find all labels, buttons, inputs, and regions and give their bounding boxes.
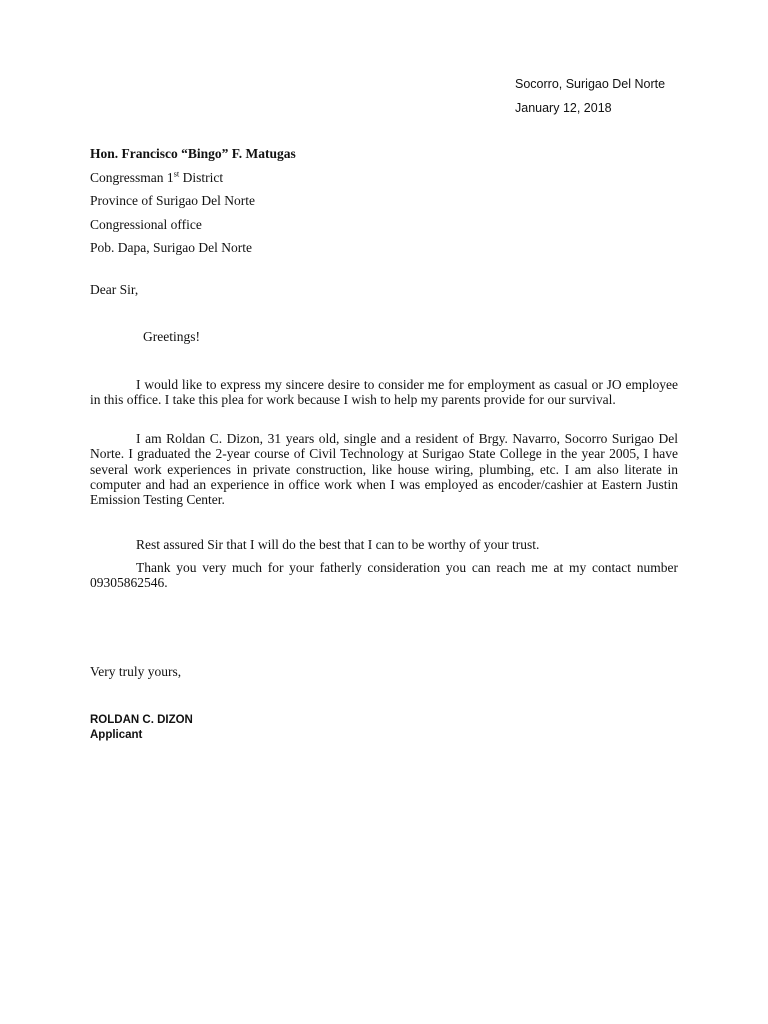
addressee-office: Congressional office — [90, 216, 202, 232]
addressee-title-ordinal: st — [173, 168, 180, 178]
signature-block — [90, 713, 193, 743]
salutation: Dear Sir, — [90, 282, 139, 297]
addressee-address: Pob. Dapa, Surigao Del Norte — [90, 240, 252, 255]
place-date-block — [515, 72, 665, 120]
addressee-province: Province of Surigao Del Norte — [90, 193, 255, 208]
closing: Very truly yours, — [90, 664, 182, 679]
greeting: Greetings! — [143, 329, 200, 344]
letter-place: Socorro, Surigao Del Norte — [515, 77, 666, 91]
body-paragraph-3: Rest assured Sir that I will do the best that I can to be worthy of your trust. — [136, 537, 540, 552]
addressee-title-prefix: Congressman 1 — [90, 169, 174, 185]
body-paragraph-1: I would like to express my sincere desire to consider me for employment as casual or JO employee in this office. I take this plea for work because I wish to help my parents provide for our survival. — [90, 377, 678, 408]
addressee-block — [90, 142, 296, 260]
body-paragraph-4: Thank you very much for your fatherly consideration you can reach me at my contact number 09305862546. — [90, 560, 678, 591]
signature-name: ROLDAN C. DIZON — [90, 714, 193, 726]
signature-role: Applicant — [90, 729, 143, 741]
addressee-name: Hon. Francisco “Bingo” F. Matugas — [90, 146, 296, 161]
addressee-title — [90, 166, 296, 190]
addressee-title-suffix: District — [179, 169, 224, 185]
body-paragraph-2: I am Roldan C. Dizon, 31 years old, single and a resident of Brgy. Navarro, Socorro Surigao Del Norte. I graduated the 2-year course of Civil Technology at Surigao State College in the year 2005, I have several work experiences in private construction, like house wiring, plumbing, etc. I am also literate in computer and had an experience in office work when I was employed as encoder/cashier at Eastern Justin Emission Testing Center. — [90, 431, 678, 508]
letter-date: January 12, 2018 — [515, 101, 612, 115]
